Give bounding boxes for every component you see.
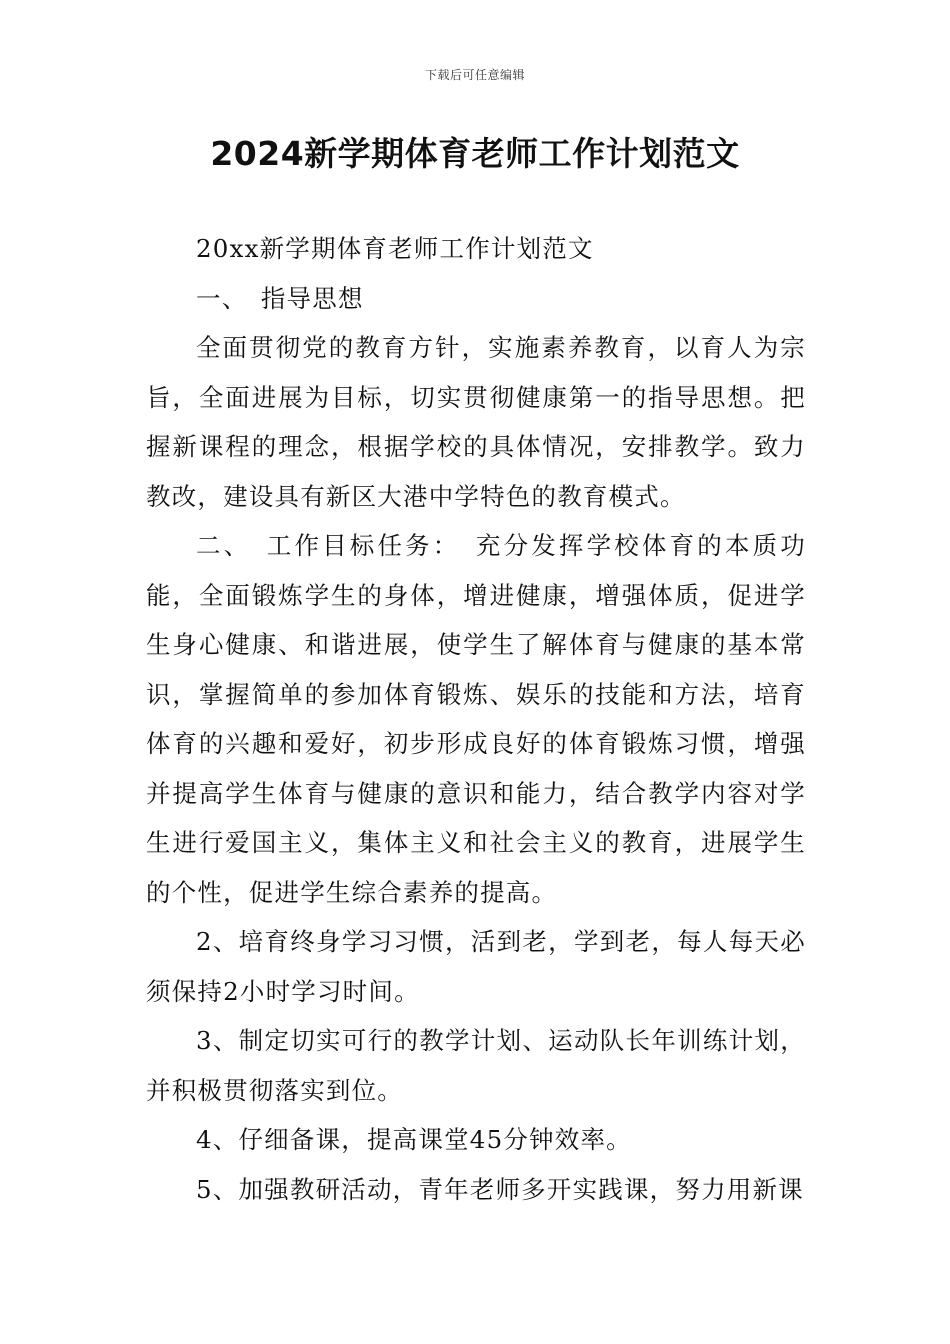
document-body <box>146 224 806 1214</box>
paragraph-item-2: 2、培育终身学习习惯，活到老，学到老，每人每天必须保持2小时学习时间。 <box>146 927 806 1006</box>
header-note: 下载后可任意编辑 <box>424 68 525 82</box>
paragraph-item-5: 5、加强教研活动，青年老师多开实践课，努力用新课 <box>196 1174 804 1204</box>
document-title: 2024新学期体育老师工作计划范文 <box>210 134 740 173</box>
paragraph-section-1-heading: 一、 指导思想 <box>196 283 364 313</box>
paragraph-subtitle: 20xx新学期体育老师工作计划范文 <box>196 234 594 263</box>
paragraph-item-4: 4、仔细备课，提高课堂45分钟效率。 <box>196 1125 632 1154</box>
paragraph-guiding-thought: 全面贯彻党的教育方针，实施素养教育，以育人为宗旨，全面进展为目标，切实贯彻健康第一的指导思想。把握新课程的理念，根据学校的具体情况，安排教学。致力教改，建设具有新区大港中学特色的教育模式。 <box>146 333 806 511</box>
paragraph-section-2-goals: 二、 工作目标任务： 充分发挥学校体育的本质功能，全面锻炼学生的身体，增进健康，增强体质，促进学生身心健康、和谐进展，使学生了解体育与健康的基本常识，掌握简单的参加体育锻炼、娱乐的技能和方法，培育体育的兴趣和爱好，初步形成良好的体育锻炼习惯，增强并提高学生体育与健康的意识和能力，结合教学内容对学生进行爱国主义，集体主义和社会主义的教育，进展学生的个性，促进学生综合素养的提高。 <box>146 531 806 907</box>
paragraph-item-3: 3、制定切实可行的教学计划、运动队长年训练计划，并积极贯彻落实到位。 <box>146 1026 806 1105</box>
